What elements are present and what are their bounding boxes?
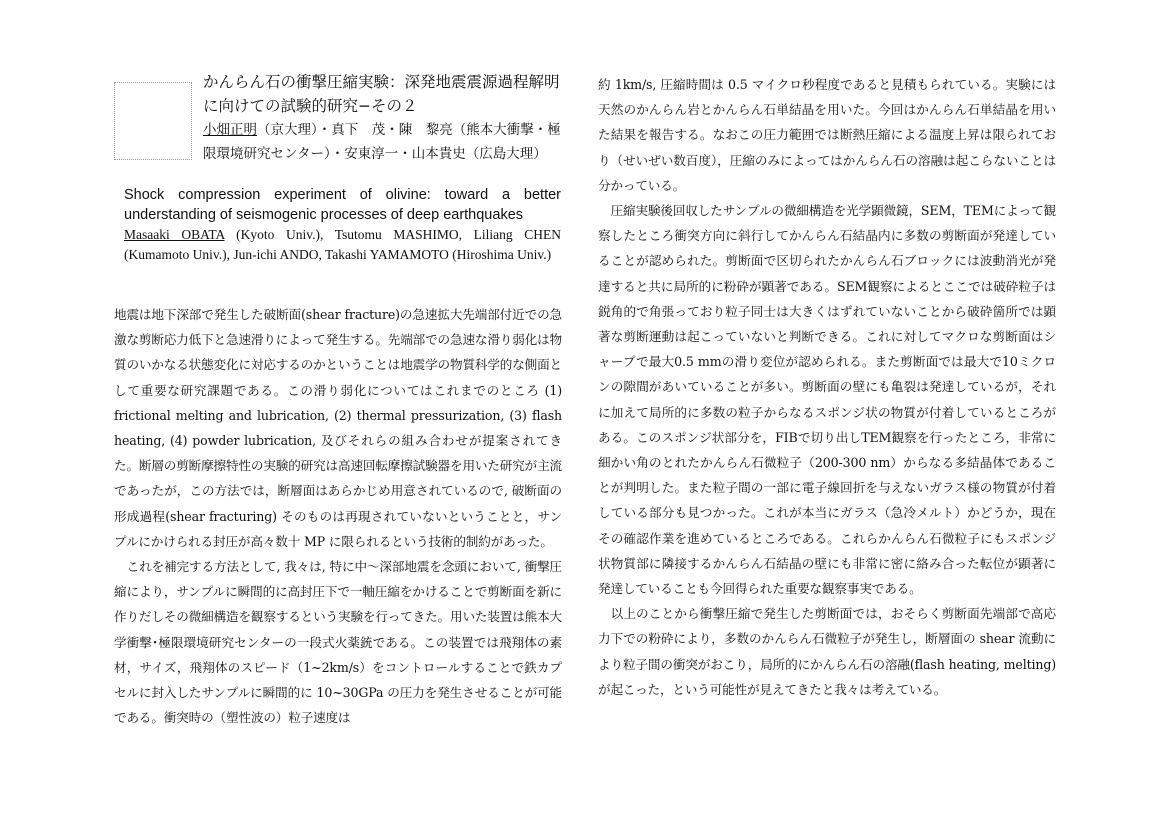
body-paragraph: これを補完する方法として, 我々は, 特に中〜深部地震を念頭において, 衝撃圧縮により，サンプルに瞬間的に高封圧下で一軸圧縮をかけることで剪断面を新に作りだしその微細構造を観察するという実験を行ってきた。用いた装置は熊本大学衝撃･極限環境研究センターの一段式火薬銃である。この装置では飛翔体の素材，サイズ，飛翔体のスピード（1~2km/s）をコントロールすることで鉄カプセルに封入したサンプルに瞬間的に 10~30GPa の圧力を発生させることが可能である。衝突時の（塑性波の）粒子速度は	[114, 559, 562, 726]
english-title: Shock compression experiment of olivine: toward a better understanding of seismogenic processes of deep earthquakes	[124, 187, 561, 223]
presenter-name-jp: 小畑正明	[203, 122, 257, 138]
coauthors-en: (Kyoto Univ.), Tsutomu MASHIMO, Liliang CHEN (Kumamoto Univ.), Jun-ichi ANDO, Takashi YAMAMOTO (Hiroshima Univ.)	[124, 227, 561, 262]
body-column-right	[598, 72, 1056, 702]
body-paragraph: 地震は地下深部で発生した破断面(shear fracture)の急速拡大先端部付近での急激な剪断応力低下と急速滑りによって発生する。先端部での急速な滑り弱化は物質のいかなる状態変化に対応するのかということは地震学の物質科学的な側面として重要な研究課題である。この滑り弱化についてはこれまでのところ (1) frictional melting and lubrication, (2) thermal pressurization, (3) flash heating, (4) powder lubrication, 及びそれらの組み合わせが提案されてきた。断層の剪断摩擦特性の実験的研究は高速回転摩擦試験器を用いた研究が主流であったが，この方法では，断層面はあらかじめ用意されているので, 破断面の形成過程(shear fracturing) そのものは再現されていないということと，サンプルにかけられる封圧が高々数十 MP に限られるという技術的制約があった。	[114, 307, 562, 549]
id-stamp-box	[114, 82, 192, 160]
presenter-name-en: Masaaki OBATA	[124, 227, 225, 242]
japanese-title: かんらん石の衝撃圧縮実験：深発地震震源過程解明に向けての試験的研究−その２	[203, 73, 560, 115]
english-authors	[124, 225, 561, 264]
body-paragraph: 約 1km/s, 圧縮時間は 0.5 マイクロ秒程度であると見積もられている。実験には天然のかんらん岩とかんらん石単結晶を用いた。今回はかんらん石単結晶を用いた結果を報告する。なおこの圧力範囲では断熱圧縮による温度上昇は限られており（せいぜい数百度），圧縮のみによってはかんらん石の溶融は起こらないことは分かっている。	[598, 77, 1056, 193]
body-paragraph: 圧縮実験後回収したサンプルの微細構造を光学顕微鏡，SEM，TEMによって観察したところ衝突方向に斜行してかんらん石結晶内に多数の剪断面が発達していることが認められた。剪断面で区切られたかんらん石ブロックには波動消光が発達すると共に局所的に粉砕が顕著である。SEM観察によるとここでは破砕粒子は鋭角的で角張っており粒子同士は大きくはずれていないことから破砕箇所では顕著な剪断運動は起こっていないと判断できる。これに対してマクロな剪断面はシャープで最大0.5 mmの滑り変位が認められる。また剪断面では最大で10ミクロンの隙間があいていることが多い。剪断面の壁にも亀裂は発達しているが，それに加えて局所的に多数の粒子からなるスポンジ状の物質が付着しているところがある。このスポンジ状部分を，FIBで切り出しTEM観察を行ったところ，非常に細かい角のとれたかんらん石微粒子（200-300 nm）からなる多結晶体であることが判明した。また粒子間の一部に電子線回折を与えないガラス様の物質が付着している部分も見つかった。これが本当にガラス（急冷メルト）かどうか，現在その確認作業を進めているところである。これらかんらん石微粒子にもスポンジ状物質部に隣接するかんらん石結晶の壁にも非常に密に絡み合った転位が顕著に発達していることも今回得られた重要な観察事実である。	[598, 203, 1056, 597]
coauthors-jp: （京大理）・真下 茂・陳 黎亮（熊本大衝撃・極限環境研究センター）・安東淳一・山本貴史（広島大理）	[203, 122, 561, 162]
body-column-left	[114, 302, 562, 730]
body-paragraph: 以上のことから衝撃圧縮で発生した剪断面では，おそらく剪断面先端部で高応力下での粉砕により，多数のかんらん石微粒子が発生し，断層面の shear 流動により粒子間の衝突がおこり，局所的にかんらん石の溶融(flash heating, melting)が起こった，という可能性が見えてきたと我々は考えている。	[598, 606, 1056, 697]
japanese-authors	[203, 118, 565, 166]
